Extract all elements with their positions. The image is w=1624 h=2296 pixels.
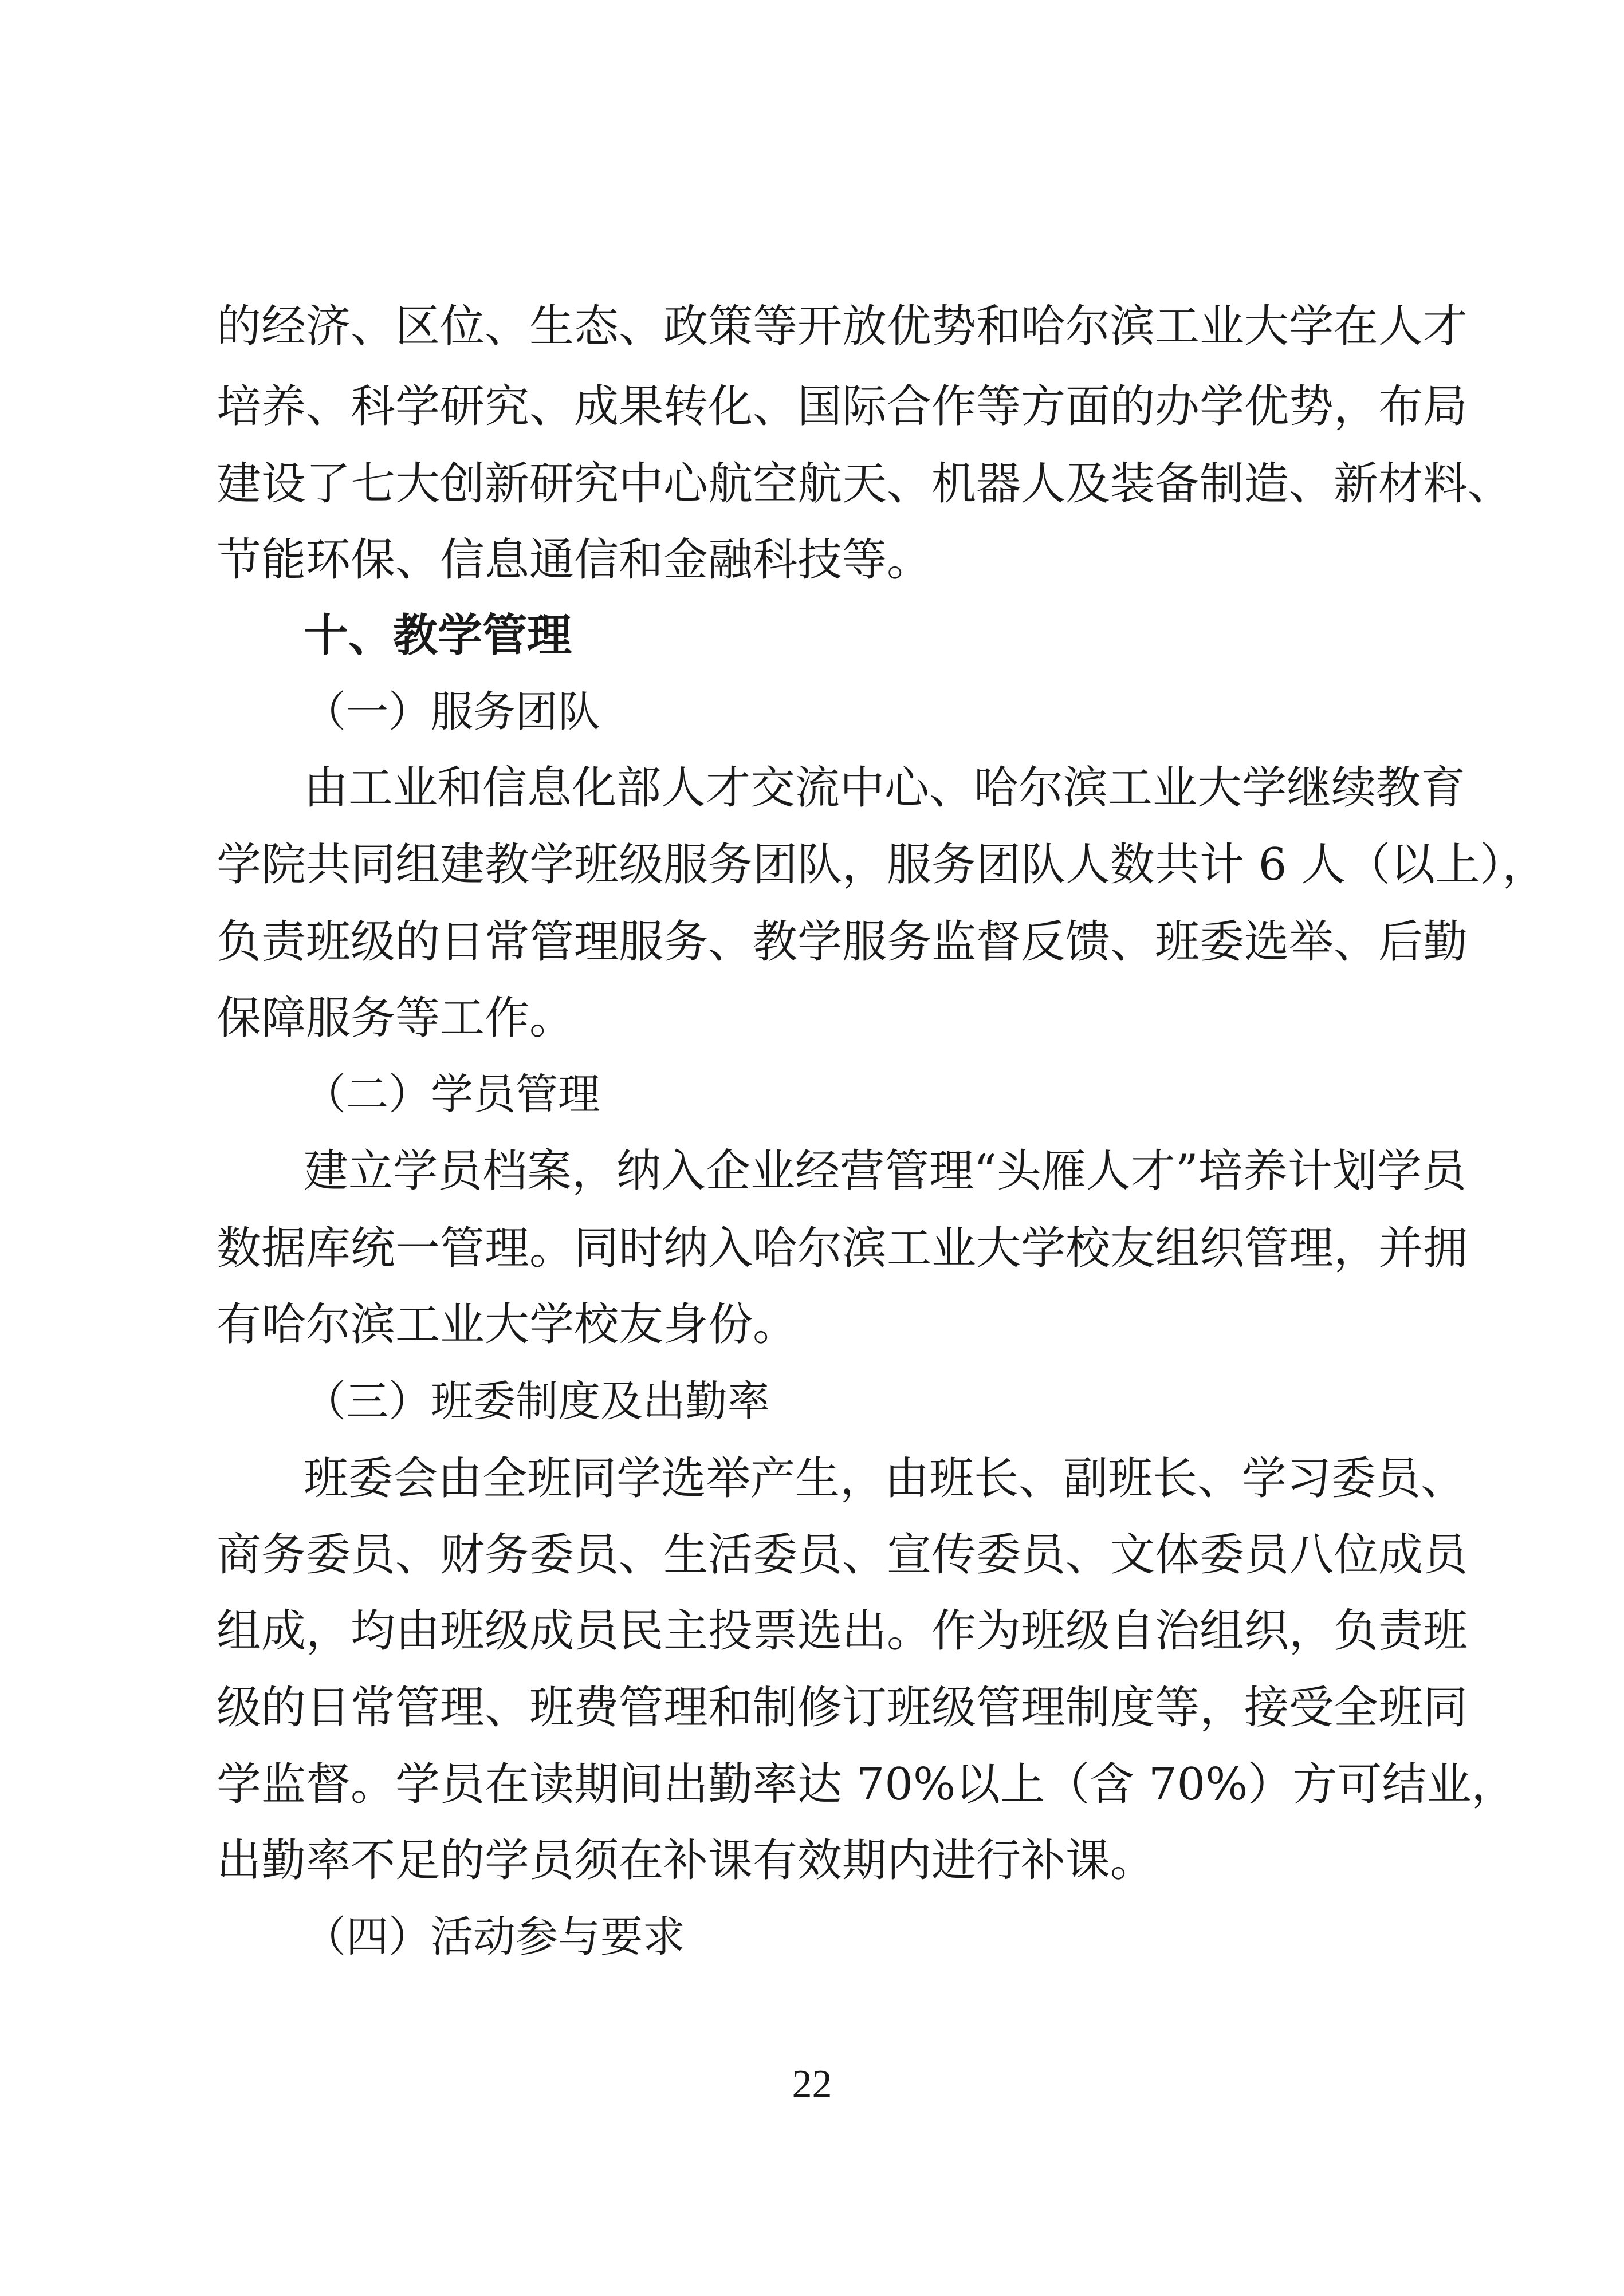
paragraph-line: 数据库统一管理。同时纳入哈尔滨工业大学校友组织管理，并拥 <box>217 1223 1468 1274</box>
paragraph-line: 建设了七大创新研究中心航空航天、机器人及装备制造、新材料、 <box>217 458 1513 510</box>
subsection-heading: （二）学员管理 <box>304 1070 600 1119</box>
paragraph-line: 培养、科学研究、成果转化、国际合作等方面的办学优势，布局 <box>217 381 1468 432</box>
paragraph-line: 由工业和信息化部人才交流中心、哈尔滨工业大学继续教育 <box>304 762 1466 814</box>
paragraph-line: 保障服务等工作。 <box>217 993 575 1044</box>
paragraph-line: 建立学员档案，纳入企业经营管理“头雁人才”培养计划学员 <box>304 1145 1466 1197</box>
paragraph-line: 的经济、区位、生态、政策等开放优势和哈尔滨工业大学在人才 <box>217 301 1468 352</box>
paragraph-line: 学院共同组建教学班级服务团队，服务团队人数共计 6 人（以上）， <box>217 839 1547 891</box>
paragraph-line: 商务委员、财务委员、生活委员、宣传委员、文体委员八位成员 <box>217 1529 1468 1581</box>
paragraph-line: 负责班级的日常管理服务、教学服务监督反馈、班委选举、后勤 <box>217 916 1468 968</box>
paragraph-line: 组成，均由班级成员民主投票选出。作为班级自治组织，负责班 <box>217 1605 1468 1657</box>
paragraph-line: 节能环保、信息通信和金融科技等。 <box>217 534 932 586</box>
subsection-heading: （三）班委制度及出勤率 <box>304 1377 770 1426</box>
subsection-heading: （一）服务团队 <box>304 687 600 737</box>
section-heading: 十、教学管理 <box>304 610 572 661</box>
paragraph-line: 出勤率不足的学员须在补课有效期内进行补课。 <box>217 1835 1155 1887</box>
subsection-heading: （四）活动参与要求 <box>304 1912 685 1962</box>
paragraph-line: 班委会由全班同学选举产生，由班长、副班长、学习委员、 <box>304 1453 1466 1505</box>
paragraph-line: 级的日常管理、班费管理和制修订班级管理制度等，接受全班同 <box>217 1682 1468 1734</box>
page-number: 22 <box>792 2062 832 2106</box>
paragraph-line: 有哈尔滨工业大学校友身份。 <box>217 1299 798 1350</box>
paragraph-line: 学监督。学员在读期间出勤率达 70%以上（含 70%）方可结业， <box>217 1759 1516 1810</box>
